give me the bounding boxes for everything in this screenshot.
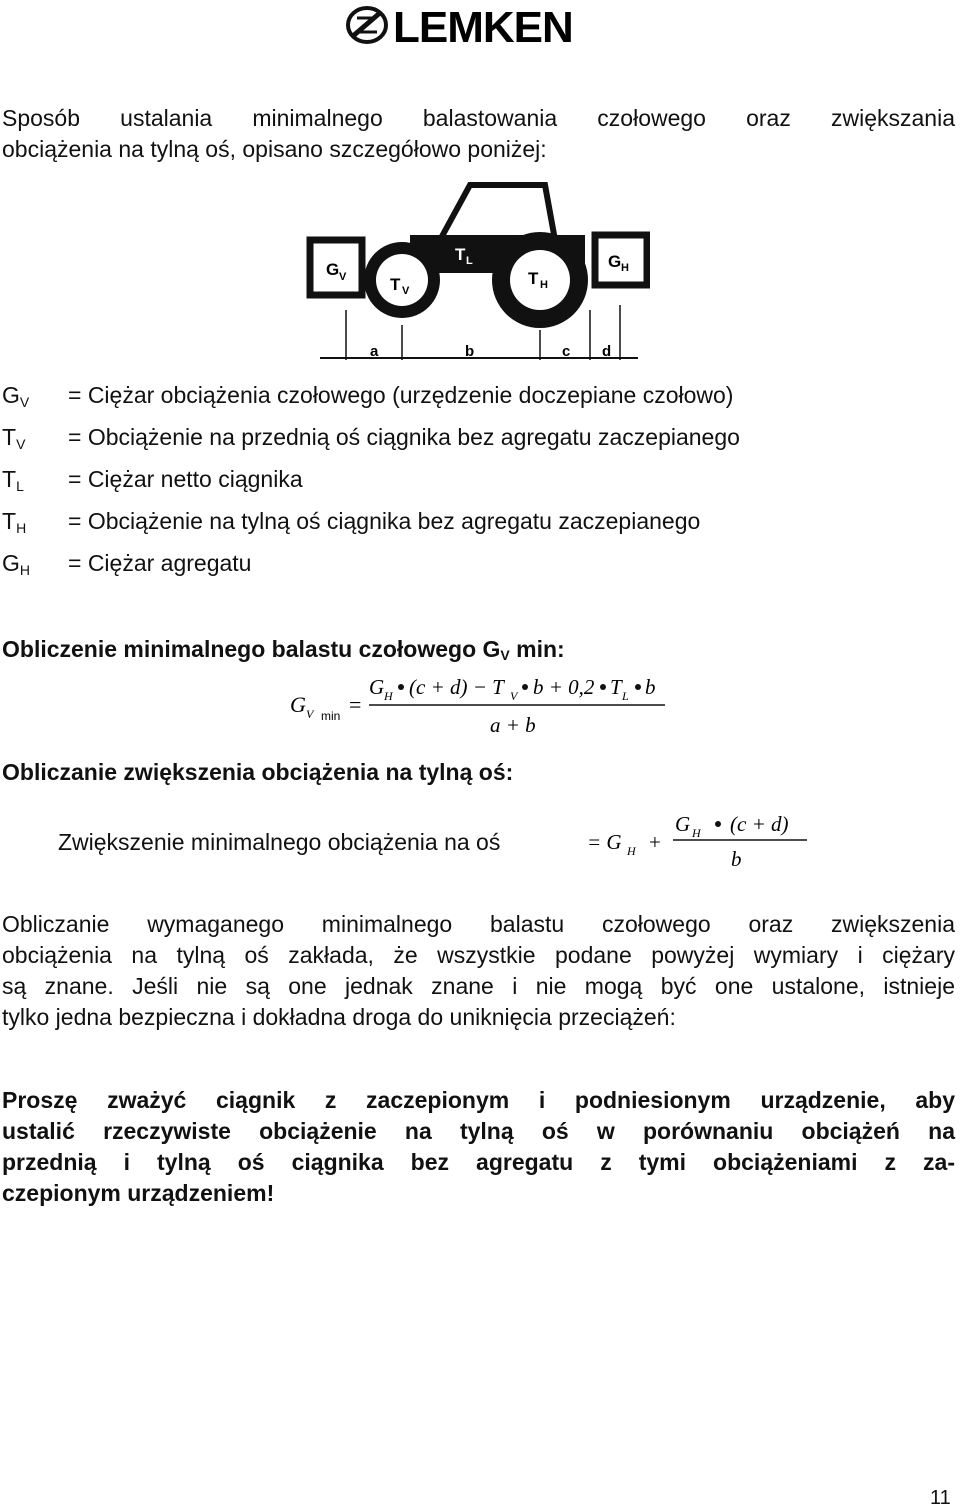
formula1-num-sub2: V <box>510 689 518 703</box>
definition-symbol: $T_V$ <box>2 424 26 452</box>
formula2-num-g: G <box>675 812 691 836</box>
definition-symbol: $G_H$ <box>2 550 31 578</box>
definition-text: = Obciążenie na przednią oś ciągnika bez agregatu zaczepianego <box>68 424 740 450</box>
formula-rear-axle <box>585 810 815 875</box>
heading-front-ballast: Obliczenie minimalnego balastu czołowego $G_V$ min: <box>2 636 565 663</box>
definition-text: = Ciężar agregatu <box>68 550 252 576</box>
definition-symbol: $T_L$ <box>2 466 24 494</box>
formula1-eq: = <box>349 692 362 717</box>
lemken-logo-mark <box>345 2 595 48</box>
gh-sub: H <box>621 262 629 274</box>
definitions-list <box>2 380 902 590</box>
para1-line-2: obciążenia na tylną oś zakłada, że wszystkie podane powyżej wymiary i ciężary <box>2 942 955 968</box>
dim-b: b <box>465 343 475 360</box>
formula2-num-rest: (c + d) <box>730 812 789 836</box>
para2-line-3: przednią i tylną oś ciągnika bez agregatu z tymi obciążeniami z za- <box>2 1149 955 1175</box>
formula2-den: b <box>731 847 742 871</box>
formula-front-ballast <box>285 672 675 742</box>
intro-line-2: obciążenia na tylną oś, opisano szczegółowo poniżej: <box>2 136 547 162</box>
intro-line-1: Sposób ustalania minimalnego balastowania czołowego oraz zwiększania <box>2 105 955 131</box>
heading-rear-axle: Obliczanie zwiększenia obciążenia na tylną oś: <box>2 759 514 785</box>
intro-paragraph <box>2 103 955 165</box>
definition-text: = Obciążenie na tylną oś ciągnika bez agregatu zaczepianego <box>68 508 701 534</box>
dim-c: c <box>562 343 571 360</box>
th-label: T <box>528 269 539 288</box>
formula2-plus: + <box>649 830 661 854</box>
para2-line-2: ustalić rzeczywiste obciążenie na tylną oś w porównaniu obciążeń na <box>2 1118 955 1144</box>
formula2-eq-sub: H <box>627 844 636 858</box>
tractor-diagram <box>290 180 650 370</box>
formula1-den: a + b <box>490 713 536 737</box>
dim-a: a <box>370 343 379 360</box>
page-number: 11 <box>930 1487 951 1509</box>
th-sub: H <box>540 279 548 291</box>
formula1-num-sub3: L <box>622 689 629 703</box>
formula1-num-sub: H <box>384 689 393 703</box>
lemken-logo <box>345 2 595 48</box>
formula1-num-rest3: b <box>645 675 656 699</box>
definition-row <box>2 506 902 548</box>
definition-symbol: $G_V$ <box>2 382 30 410</box>
formula2-eq: = G <box>587 830 622 854</box>
tv-sub: V <box>402 285 410 297</box>
tl-sub: L <box>466 255 473 267</box>
para1-line-4: tylko jedna bezpieczna i dokładna droga do uniknięcia przeciążeń: <box>2 1004 676 1030</box>
formula1-num-g: G <box>369 675 385 699</box>
dim-d: d <box>602 343 612 360</box>
para2-line-1: Proszę zważyć ciągnik z zaczepionym i podniesionym urządzenie, aby <box>2 1087 955 1113</box>
formula2-num-sub: H <box>692 826 701 840</box>
definition-symbol: $T_H$ <box>2 508 27 536</box>
definition-text: = Ciężar obciążenia czołowego (urzędzenie doczepiane czołowo) <box>68 382 734 408</box>
paragraph-assumption <box>2 909 955 1033</box>
para1-line-3: są znane. Jeśli nie są one jednak znane i nie mogą być one ustalone, istnieje <box>2 973 955 999</box>
formula1-num-t: T <box>610 675 622 699</box>
gh-label: G <box>608 252 622 271</box>
para2-line-4: czepionym urządzeniem! <box>2 1180 275 1206</box>
definition-row <box>2 464 902 506</box>
tv-label: T <box>390 275 401 294</box>
definition-row <box>2 380 902 422</box>
formula1-num-rest: (c + d) − T <box>409 675 504 699</box>
definition-text: = Ciężar netto ciągnika <box>68 466 303 492</box>
gv-label: G <box>326 260 340 279</box>
definition-row <box>2 548 902 590</box>
para1-line-1: Obliczanie wymaganego minimalnego balastu czołowego oraz zwiększenia <box>2 911 955 937</box>
formula1-num-rest2: b + 0,2 <box>533 675 595 699</box>
increase-label: Zwiększenie minimalnego obciążenia na oś <box>58 829 501 855</box>
gv-sub: V <box>339 271 347 283</box>
paragraph-instruction <box>2 1085 955 1209</box>
formula1-lhs-min: min <box>321 709 341 723</box>
definition-row <box>2 422 902 464</box>
formula1-lhs: G <box>290 692 306 717</box>
tl-label: T <box>455 245 466 264</box>
logo-text: LEMKEN <box>393 3 573 48</box>
formula1-lhs-sub: V <box>306 707 314 721</box>
